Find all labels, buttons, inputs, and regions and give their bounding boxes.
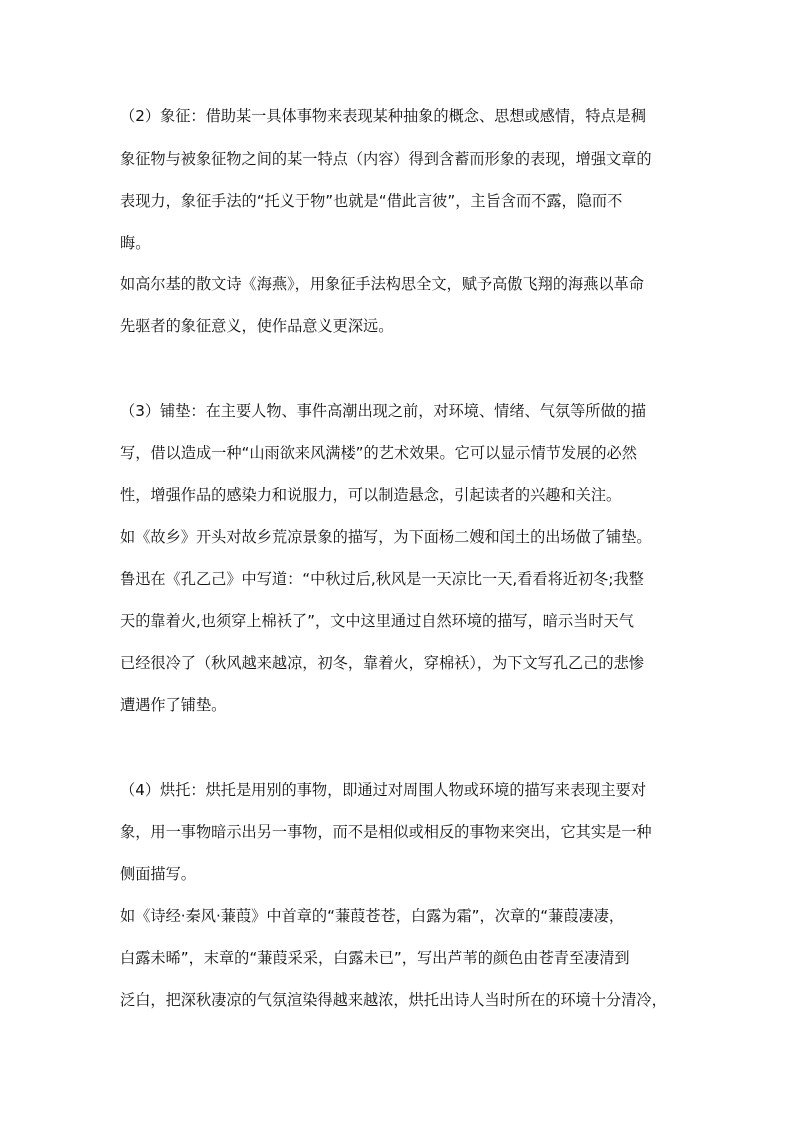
paragraph-line: 象征物与被象征物之间的某一特点（内容）得到含蓄而形象的表现，增强文章的 <box>120 150 652 168</box>
section-heading-symbolism: （2）象征：借助某一具体事物来表现某种抽象的概念、思想或感情，特点是稠 <box>120 107 647 125</box>
example-line: 遭遇作了铺垫。 <box>120 696 227 714</box>
paragraph-line: 晦。 <box>120 234 151 252</box>
paragraph-line: 性，增强作品的感染力和说服力，可以制造悬念，引起读者的兴趣和关注。 <box>120 486 622 504</box>
example-line: 如高尔基的散文诗《海燕》，用象征手法构思全文，赋予高傲飞翔的海燕以革命 <box>120 275 644 293</box>
paragraph-line: 象，用一事物暗示出另一事物，而不是相似或相反的事物来突出，它其实是一种 <box>120 823 652 841</box>
paragraph-line: 写，借以造成一种“山雨欲来风满楼”的艺术效果。它可以显示情节发展的必然 <box>120 444 637 462</box>
example-line: 天的靠着火,也须穿上棉袄了”，文中这里通过自然环境的描写，暗示当时天气 <box>120 612 634 630</box>
example-line: 泛白，把深秋凄凉的气氛渲染得越来越浓，烘托出诗人当时所在的环境十分清冷， <box>120 991 667 1009</box>
example-line: 先驱者的象征意义，使作品意义更深远。 <box>120 317 394 335</box>
example-line: 已经很冷了（秋风越来越凉，初冬，靠着火，穿棉袄），为下文写孔乙己的悲惨 <box>120 654 644 672</box>
section-heading-foreshadowing: （3）铺垫：在主要人物、事件高潮出现之前，对环境、情绪、气氛等所做的描 <box>120 402 647 420</box>
paragraph-line: 侧面描写。 <box>120 865 196 883</box>
section-heading-setting-off: （4）烘托：烘托是用别的事物，即通过对周围人物或环境的描写来表现主要对 <box>120 781 647 799</box>
example-line: 鲁迅在《孔乙己》中写道：“中秋过后,秋风是一天凉比一天,看看将近初冬;我整 <box>120 570 644 588</box>
example-line: 白露未晞”，末章的“蒹葭采采，白露未已”，写出芦苇的颜色由苍青至凄清到 <box>120 949 630 967</box>
example-line: 如《诗经·秦风·蒹葭》中首章的“蒹葭苍苍，白露为霜”，次章的“蒹葭凄凄， <box>120 907 625 925</box>
paragraph-line: 表现力，象征手法的“托义于物”也就是“借此言彼”，主旨含而不露，隐而不 <box>120 192 623 210</box>
example-line: 如《故乡》开头对故乡荒凉景象的描写，为下面杨二嫂和闰土的出场做了铺垫。 <box>120 528 652 546</box>
